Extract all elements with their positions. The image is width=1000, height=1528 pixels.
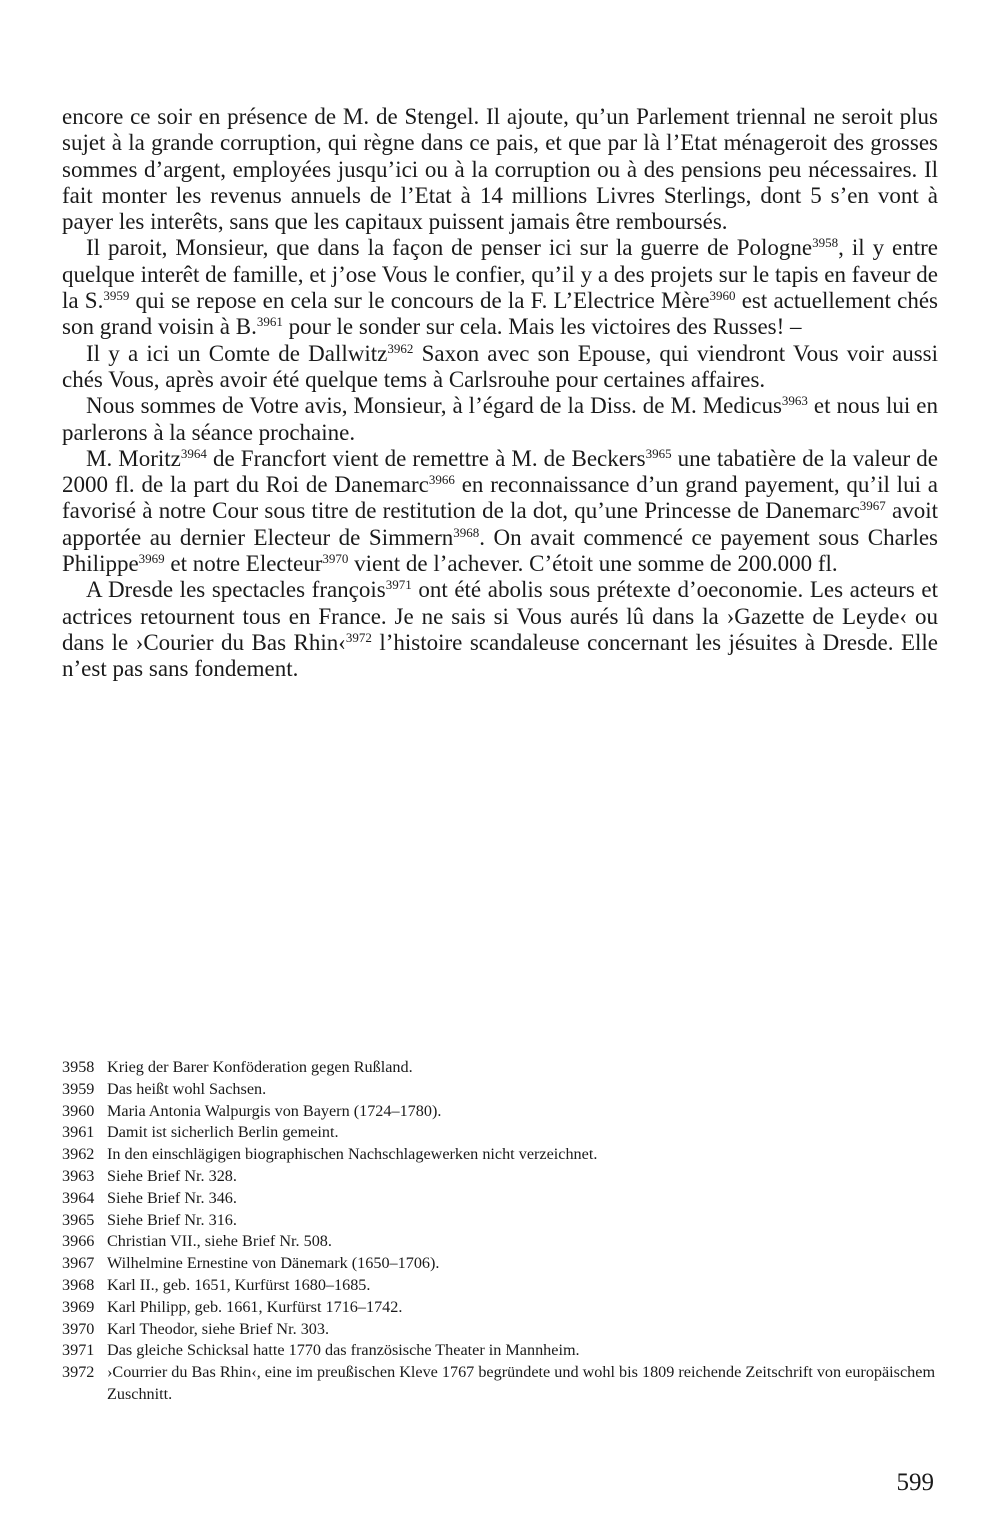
footnote-reference: 3960 bbox=[709, 288, 736, 304]
paragraph bbox=[62, 393, 938, 446]
footnote-reference: 3958 bbox=[812, 235, 839, 251]
letter-body bbox=[62, 104, 938, 683]
footnote-text: Siehe Brief Nr. 346. bbox=[107, 1188, 237, 1207]
footnote bbox=[62, 1057, 938, 1079]
footnote-text: Karl Theodor, siehe Brief Nr. 303. bbox=[107, 1319, 330, 1338]
footnote-reference: 3961 bbox=[256, 314, 283, 330]
text-run: , il y entre quelque interêt de famille, et j’ose Vous le confier, qu’il y a des projets sur le tapis en faveur de la S. bbox=[62, 235, 939, 314]
paragraph bbox=[62, 104, 938, 235]
footnote bbox=[62, 1297, 938, 1319]
text-run: A Dresde les spectacles françois bbox=[86, 577, 386, 603]
text-run: l’histoire scandaleuse concernant les jésuites à Dresde. Elle n’est pas sans fondement. bbox=[62, 629, 938, 682]
text-run: Saxon avec son Epouse, qui viendront Vous voir aussi chés Vous, après avoir été quelque tems à Carlsrouhe pour certaines affaires. bbox=[62, 340, 938, 392]
footnote-text: Karl Philipp, geb. 1661, Kurfürst 1716–1742. bbox=[107, 1297, 403, 1316]
text-run: . On avait commencé ce payement sous Charles Philippe bbox=[62, 524, 938, 577]
text-run: Nous sommes de Votre avis, Monsieur, à l’égard de la Diss. de M. Medicus bbox=[86, 393, 782, 419]
text-run: de Francfort vient de remettre à M. de Beckers bbox=[206, 445, 646, 471]
footnote-reference: 3971 bbox=[385, 577, 412, 593]
footnote-text: Das gleiche Schicksal hatte 1770 das französische Theater in Mannheim. bbox=[107, 1341, 580, 1360]
footnote-number: 3967 bbox=[62, 1254, 95, 1273]
footnote-text: Damit ist sicherlich Berlin gemeint. bbox=[107, 1123, 339, 1142]
footnote-reference: 3969 bbox=[138, 551, 165, 566]
text-run: ont été abolis sous prétexte d’oeconomie. Les acteurs et actrices retournent tous en France. Je ne sais si Vous aurés lû dans la ›Gazette de Leyde‹ ou dans le ›Courier du Bas Rhin‹ bbox=[62, 577, 938, 655]
footnote-number: 3972 bbox=[62, 1363, 95, 1382]
footnote bbox=[62, 1319, 938, 1341]
footnote bbox=[62, 1253, 938, 1275]
text-run: et notre Electeur bbox=[164, 551, 323, 577]
text-run: encore ce soir en présence de M. de Stengel. Il ajoute, qu’un Parlement triennal ne seroit plus sujet à la grande corruption, qui règne dans ce pais, et que par là l’Etat ménageroit des grosses sommes d’argent, employées jusqu’ici ou à la corruption ou à des pensions peu nécessaires. Il fait monter les revenus annuels de l’Etat à 14 millions Livres Sterlings, dont 5 s’en vont à payer les interêts, sans que les capitaux puissent jamais être remboursés. bbox=[62, 104, 938, 235]
footnote-text: Krieg der Barer Konföderation gegen Rußland. bbox=[107, 1058, 413, 1076]
text-run: une tabatière de la valeur de 2000 fl. de la part du Roi de Danemarc bbox=[62, 445, 938, 498]
footnote bbox=[62, 1231, 938, 1253]
footnote bbox=[62, 1144, 938, 1166]
footnote-number: 3959 bbox=[62, 1079, 95, 1098]
footnote bbox=[62, 1188, 938, 1210]
footnote bbox=[62, 1340, 938, 1362]
footnote-number: 3958 bbox=[62, 1058, 95, 1076]
footnote-text: Siehe Brief Nr. 316. bbox=[107, 1210, 237, 1229]
footnote-text: Maria Antonia Walpurgis von Bayern (1724–1780). bbox=[107, 1101, 442, 1120]
footnote-reference: 3963 bbox=[781, 393, 808, 409]
footnote-reference: 3968 bbox=[453, 524, 480, 540]
footnote-reference: 3959 bbox=[103, 288, 130, 304]
footnote-text: Das heißt wohl Sachsen. bbox=[107, 1079, 267, 1098]
text-run: pour le sonder sur cela. Mais les victoires des Russes! – bbox=[282, 314, 802, 340]
paragraph bbox=[62, 446, 938, 577]
paragraph bbox=[62, 577, 938, 682]
paragraph bbox=[62, 341, 938, 394]
footnote bbox=[62, 1101, 938, 1123]
footnote-text: ›Courrier du Bas Rhin‹, eine im preußischen Kleve 1767 begründete und wohl bis 1809 reichende Zeitschrift von europäischem Zuschnitt. bbox=[107, 1363, 936, 1403]
footnote-text: Siehe Brief Nr. 328. bbox=[107, 1166, 237, 1185]
text-run: Il paroit, Monsieur, que dans la façon de penser ici sur la guerre de Pologne bbox=[86, 235, 813, 261]
footnote-reference: 3964 bbox=[180, 445, 207, 461]
footnote bbox=[62, 1122, 938, 1144]
footnote-number: 3962 bbox=[62, 1145, 95, 1164]
footnote-reference: 3962 bbox=[387, 340, 414, 356]
text-run: Il y a ici un Comte de Dallwitz bbox=[86, 340, 388, 366]
footnote bbox=[62, 1166, 938, 1188]
paragraph bbox=[62, 235, 938, 340]
footnote-text: Christian VII., siehe Brief Nr. 508. bbox=[107, 1232, 332, 1251]
footnote-number: 3961 bbox=[62, 1123, 95, 1142]
footnote bbox=[62, 1079, 938, 1101]
text-run: et nous lui en parlerons à la séance prochaine. bbox=[62, 393, 938, 445]
page-number: 599 bbox=[896, 1469, 934, 1496]
footnote-number: 3969 bbox=[62, 1297, 95, 1316]
footnote-number: 3966 bbox=[62, 1232, 95, 1251]
footnote-text: Karl II., geb. 1651, Kurfürst 1680–1685. bbox=[107, 1275, 371, 1294]
text-run: en reconnaissance d’un grand payement, qu’il lui a favorisé à notre Cour sous titre de restitution de la dot, qu’une Princesse de Danemarc bbox=[62, 472, 938, 524]
footnote-reference: 3970 bbox=[322, 551, 349, 566]
footnote-text: In den einschlägigen biographischen Nachschlagewerken nicht verzeichnet. bbox=[107, 1145, 598, 1164]
footnote-number: 3965 bbox=[62, 1210, 95, 1229]
text-run: M. Moritz bbox=[86, 445, 181, 471]
footnote-reference: 3966 bbox=[428, 472, 455, 488]
footnote-text: Wilhelmine Ernestine von Dänemark (1650–1706). bbox=[107, 1254, 440, 1273]
text-run: est actuellement chés son grand voisin à B. bbox=[62, 288, 938, 340]
text-run: qui se repose en cela sur le concours de la F. L’Electrice Mère bbox=[129, 288, 710, 314]
footnote-number: 3971 bbox=[62, 1341, 95, 1360]
footnote-number: 3970 bbox=[62, 1319, 95, 1338]
footnote bbox=[62, 1210, 938, 1232]
footnote-number: 3968 bbox=[62, 1275, 95, 1294]
text-run: avoit apportée au dernier Electeur de Simmern bbox=[62, 498, 938, 550]
footnote-number: 3963 bbox=[62, 1166, 95, 1185]
footnotes-section bbox=[62, 1057, 938, 1406]
footnote-reference: 3965 bbox=[645, 445, 672, 461]
footnote-reference: 3967 bbox=[859, 498, 886, 514]
footnote-reference: 3972 bbox=[345, 629, 372, 645]
footnote-number: 3960 bbox=[62, 1101, 95, 1120]
footnote bbox=[62, 1275, 938, 1297]
footnote-number: 3964 bbox=[62, 1188, 95, 1207]
text-run: vient de l’achever. C’étoit une somme de 200.000 fl. bbox=[348, 551, 838, 577]
footnote bbox=[62, 1362, 938, 1406]
